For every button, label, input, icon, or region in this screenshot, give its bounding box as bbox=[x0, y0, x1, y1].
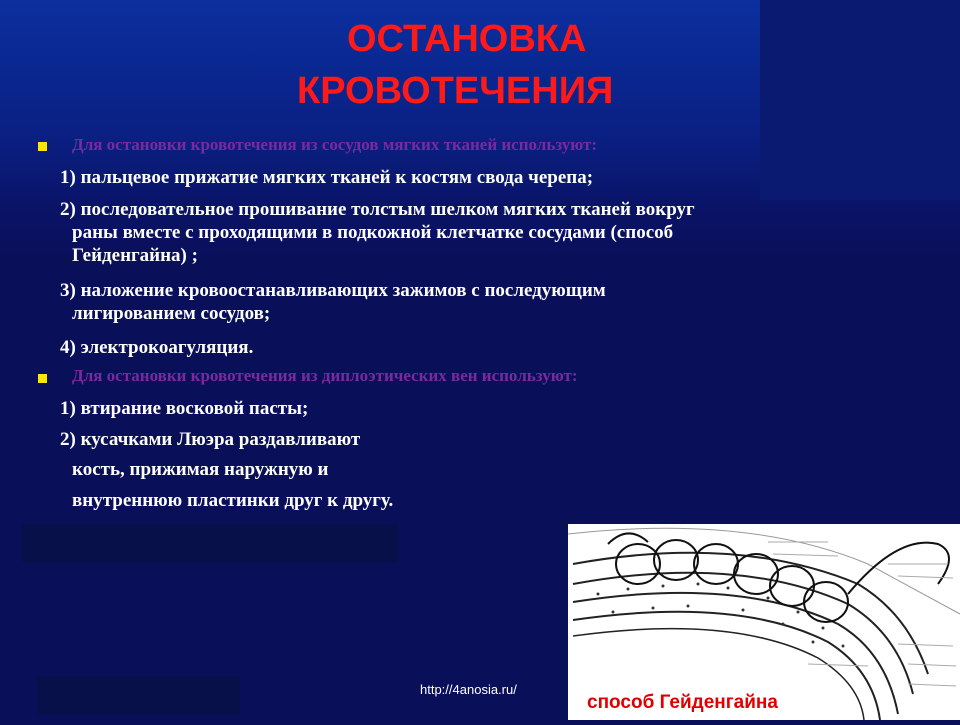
bullet-icon bbox=[38, 142, 47, 151]
figure-caption: способ Гейденгайна bbox=[587, 692, 778, 713]
heidenhain-suture-drawing bbox=[568, 524, 960, 720]
list-item: 4) электрокоагуляция. bbox=[60, 337, 254, 358]
placeholder-box bbox=[22, 524, 398, 563]
source-url[interactable]: http://4anosia.ru/ bbox=[420, 682, 517, 697]
placeholder-box bbox=[37, 676, 240, 714]
list-item: 2) последовательное прошивание толстым шелком мягких тканей вокруг bbox=[60, 199, 695, 220]
list-item: Гейденгайна) ; bbox=[72, 245, 198, 266]
list-item: 1) пальцевое прижатие мягких тканей к костям свода черепа; bbox=[60, 167, 594, 188]
bullet-icon bbox=[38, 374, 47, 383]
list-item: внутреннюю пластинки друг к другу. bbox=[72, 490, 394, 511]
list-item: 2) кусачками Люэра раздавливают bbox=[60, 429, 361, 450]
section1-heading: Для остановки кровотечения из сосудов мягких тканей используют: bbox=[72, 135, 598, 154]
section2-heading: Для остановки кровотечения из диплоэтических вен используют: bbox=[72, 366, 578, 385]
suture-illustration bbox=[568, 524, 960, 720]
list-item: кость, прижимая наружную и bbox=[72, 459, 329, 480]
title-line-1: ОСТАНОВКА bbox=[347, 18, 587, 60]
title-line-2: КРОВОТЕЧЕНИЯ bbox=[297, 70, 614, 112]
list-item: раны вместе с проходящими в подкожной клетчатке сосудами (способ bbox=[72, 222, 674, 243]
list-item: 3) наложение кровоостанавливающих зажимов с последующим bbox=[60, 280, 606, 301]
list-item: 1) втирание восковой пасты; bbox=[60, 398, 309, 419]
list-item: лигированием сосудов; bbox=[72, 303, 271, 324]
